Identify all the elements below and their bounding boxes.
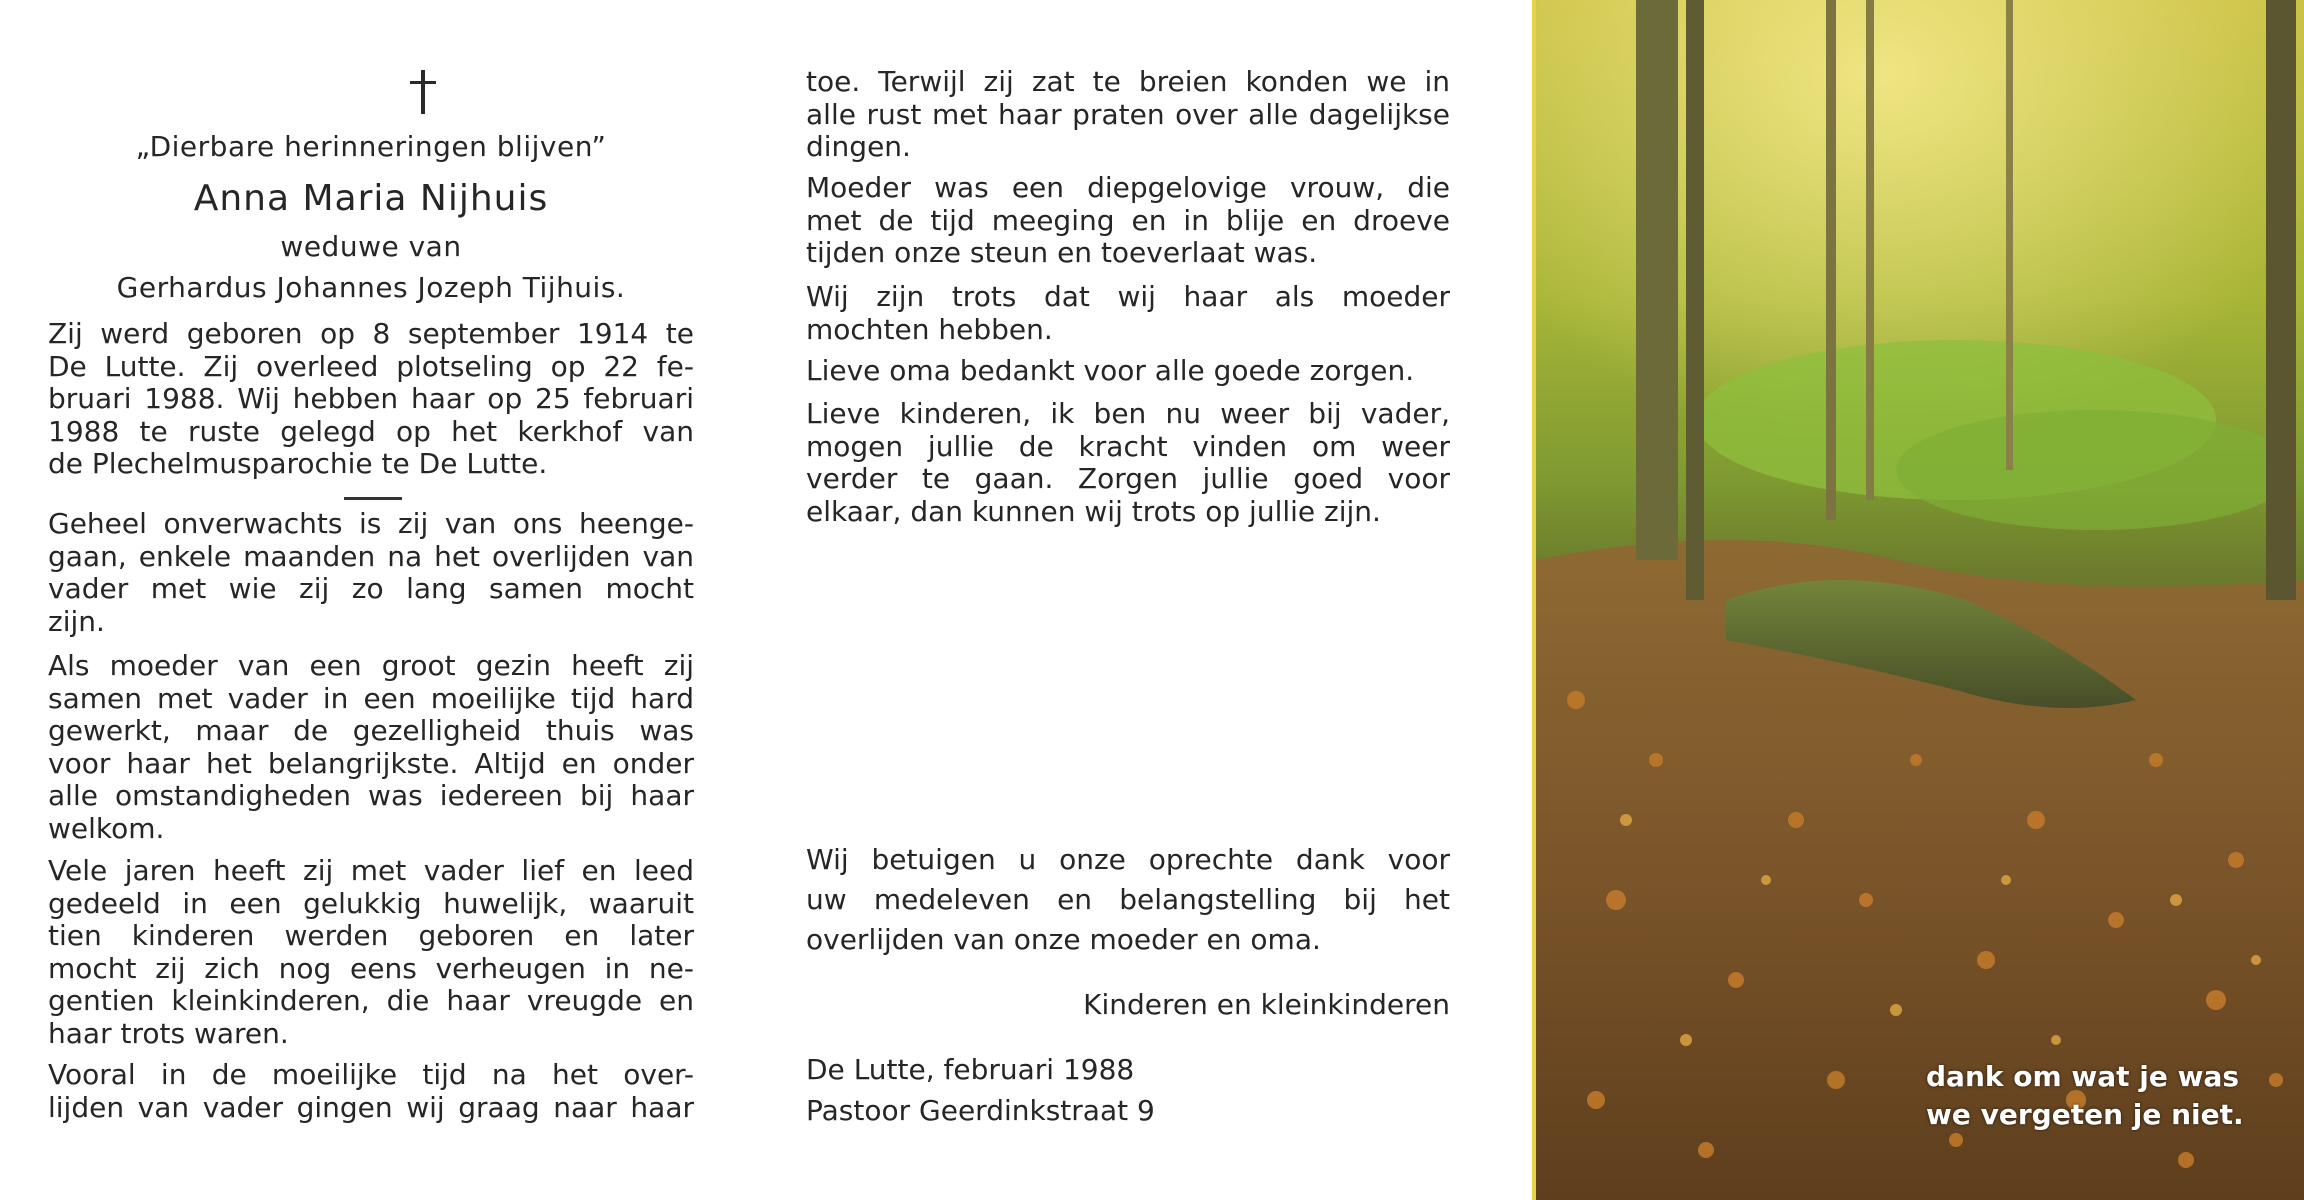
- text-line: Wij betuigen u onze oprechte dank voor: [806, 843, 1450, 876]
- text-line: gentien kleinkinderen, die haar vreugde en: [48, 984, 694, 1017]
- text-line: alle rust met haar praten over alle dagelijkse: [806, 97, 1450, 131]
- text-line: Lieve kinderen, ik ben nu weer bij vader,: [806, 397, 1450, 430]
- text-line: samen met vader in een moeilijke tijd hard: [48, 681, 694, 715]
- paragraph-difficult-time: [48, 1059, 694, 1124]
- paragraph-family: [48, 650, 694, 845]
- text-line: met de tijd meeging en in blije en droeve: [806, 203, 1450, 237]
- text-line: mochten hebben.: [806, 312, 1053, 346]
- text-line: Vooral in de moeilijke tijd na het over-: [48, 1058, 694, 1091]
- paragraph-thanks: [806, 840, 1450, 960]
- text-line: gedeeld in een gelukkig huwelijk, waaruit: [48, 886, 694, 920]
- text-line: bruari 1988. Wij hebben haar op 25 februari: [48, 382, 694, 415]
- text-line: Moeder was een diepgelovige vrouw, die: [806, 171, 1450, 204]
- text-line: dingen.: [806, 130, 911, 163]
- caption-line: dank om wat je was: [1926, 1060, 2240, 1093]
- text-line: Zij werd geboren op 8 september 1914 te: [48, 317, 694, 350]
- text-line: mogen jullie de kracht vinden om weer: [806, 429, 1450, 463]
- text-line: gewerkt, maar de gezelligheid thuis was: [48, 714, 694, 747]
- text-line: 1988 te ruste gelegd op het kerkhof van: [48, 414, 694, 448]
- widow-of: weduwe van: [280, 230, 462, 263]
- text-line: toe. Terwijl zij zat te breien konden we in: [806, 65, 1450, 98]
- text-line: gaan, enkele maanden na het overlijden van: [48, 539, 694, 573]
- text-line: de Plechelmusparochie te De Lutte.: [48, 447, 548, 480]
- text-line: Vele jaren heeft zij met vader lief en leed: [48, 854, 694, 887]
- text-line: welkom.: [48, 811, 165, 845]
- forest-photo: [1536, 0, 2304, 1200]
- text-line: tijden onze steun en toeverlaat was.: [806, 236, 1318, 269]
- text-line: Wij zijn trots dat wij haar als moeder: [806, 280, 1450, 313]
- text-line: uw medeleven en belangstelling bij het: [806, 883, 1450, 916]
- text-line: lijden van vader gingen wij graag naar haar: [48, 1090, 694, 1124]
- paragraph-unexpected: [48, 508, 694, 638]
- text-line: Als moeder van een groot gezin heeft zij: [48, 649, 694, 682]
- text-line: voor haar het belangrijkste. Altijd en onder: [48, 746, 694, 780]
- text-line: tien kinderen werden geboren en later: [48, 919, 694, 952]
- text-line: verder te gaan. Zorgen jullie goed voor: [806, 462, 1450, 495]
- husband-name: Gerhardus Johannes Jozeph Tijhuis.: [116, 271, 626, 304]
- text-line: zijn.: [48, 604, 105, 638]
- text-line: Lieve oma bedankt voor alle goede zorgen.: [806, 354, 1415, 387]
- paragraph-knitting: [806, 66, 1450, 164]
- divider: [344, 497, 402, 500]
- text-line: De Lutte. Zij overleed plotseling op 22 fe-: [48, 349, 694, 383]
- text-line: elkaar, dan kunnen wij trots op jullie zijn.: [806, 494, 1381, 528]
- text-line: mocht zij zich nog eens verheugen in ne-: [48, 951, 694, 985]
- paragraph-grandma: [806, 355, 1450, 388]
- paragraph-marriage: [48, 855, 694, 1050]
- text-line: overlijden van onze moeder en oma.: [806, 923, 1321, 956]
- text-line: vader met wie zij zo lang samen mocht: [48, 572, 694, 605]
- address: Pastoor Geerdinkstraat 9: [806, 1094, 1155, 1127]
- deceased-name: Anna Maria Nijhuis: [193, 178, 549, 219]
- motto: „Dierbare herinneringen blijven”: [135, 130, 607, 163]
- birth-death-paragraph: [48, 318, 694, 481]
- paragraph-children: [806, 398, 1450, 528]
- signature: Kinderen en kleinkinderen: [1083, 988, 1450, 1021]
- photo-caption: [1926, 1058, 2244, 1134]
- cross-icon: [421, 70, 425, 114]
- caption-line: we vergeten je niet.: [1926, 1098, 2244, 1131]
- place-date: De Lutte, februari 1988: [806, 1053, 1135, 1086]
- paragraph-proud: [806, 281, 1450, 346]
- text-line: Geheel onverwachts is zij van ons heenge-: [48, 507, 694, 540]
- forest-illustration: [1536, 0, 2304, 1200]
- text-line: alle omstandigheden was iedereen bij haar: [48, 779, 694, 812]
- paragraph-faith: [806, 172, 1450, 270]
- text-line: haar trots waren.: [48, 1016, 289, 1050]
